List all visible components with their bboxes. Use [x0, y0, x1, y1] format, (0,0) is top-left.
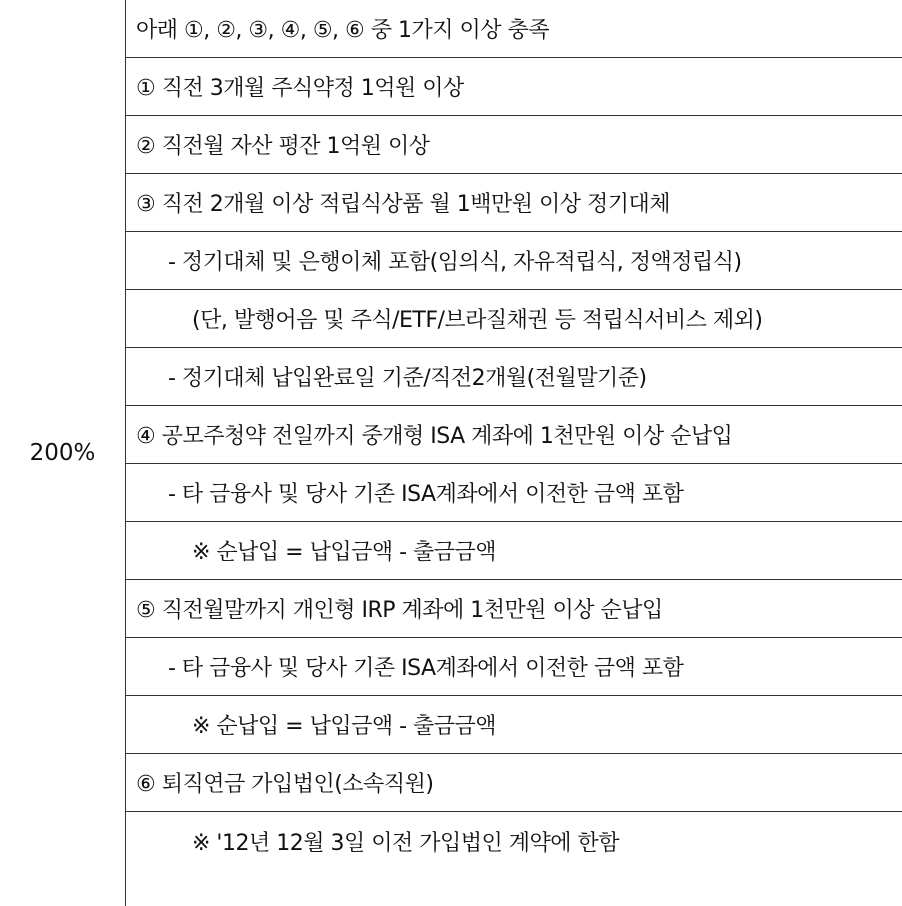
condition-row-3 — [126, 174, 902, 232]
condition-row-3-detail — [126, 348, 902, 406]
condition-row-1 — [126, 58, 902, 116]
condition-text: - 타 금융사 및 당사 기존 ISA계좌에서 이전한 금액 포함 — [168, 482, 684, 507]
condition-text: ※ 순납입 = 납입금액 - 출금금액 — [192, 714, 497, 739]
conditions-list — [126, 0, 902, 870]
condition-text: ② 직전월 자산 평잔 1억원 이상 — [136, 134, 430, 159]
condition-text: ③ 직전 2개월 이상 적립식상품 월 1백만원 이상 정기대체 — [136, 192, 670, 217]
condition-row-4-note — [126, 522, 902, 580]
condition-text: - 타 금융사 및 당사 기존 ISA계좌에서 이전한 금액 포함 — [168, 656, 684, 681]
condition-text: ① 직전 3개월 주식약정 1억원 이상 — [136, 76, 464, 101]
condition-row-5-note — [126, 696, 902, 754]
rate-value: 200% — [29, 440, 96, 466]
condition-row-5 — [126, 580, 902, 638]
condition-row-4 — [126, 406, 902, 464]
condition-row-3-note — [126, 290, 902, 348]
condition-text: ④ 공모주청약 전일까지 중개형 ISA 계좌에 1천만원 이상 순납입 — [136, 424, 733, 449]
condition-text: (단, 발행어음 및 주식/ETF/브라질채권 등 적립식서비스 제외) — [192, 308, 763, 333]
condition-row-header — [126, 0, 902, 58]
rate-cell — [0, 0, 126, 906]
condition-row-6-note — [126, 812, 902, 870]
condition-row-5-detail — [126, 638, 902, 696]
condition-text: - 정기대체 및 은행이체 포함(임의식, 자유적립식, 정액정립식) — [168, 250, 742, 275]
condition-text: ⑥ 퇴직연금 가입법인(소속직원) — [136, 772, 434, 797]
condition-row-4-detail — [126, 464, 902, 522]
condition-text: - 정기대체 납입완료일 기준/직전2개월(전월말기준) — [168, 366, 647, 391]
condition-row-3-detail — [126, 232, 902, 290]
condition-row-2 — [126, 116, 902, 174]
condition-row-6 — [126, 754, 902, 812]
condition-text: 아래 ①, ②, ③, ④, ⑤, ⑥ 중 1가지 이상 충족 — [136, 18, 549, 43]
condition-text: ⑤ 직전월말까지 개인형 IRP 계좌에 1천만원 이상 순납입 — [136, 598, 663, 623]
condition-text: ※ '12년 12월 3일 이전 가입법인 계약에 한함 — [192, 830, 619, 856]
condition-text: ※ 순납입 = 납입금액 - 출금금액 — [192, 540, 497, 565]
